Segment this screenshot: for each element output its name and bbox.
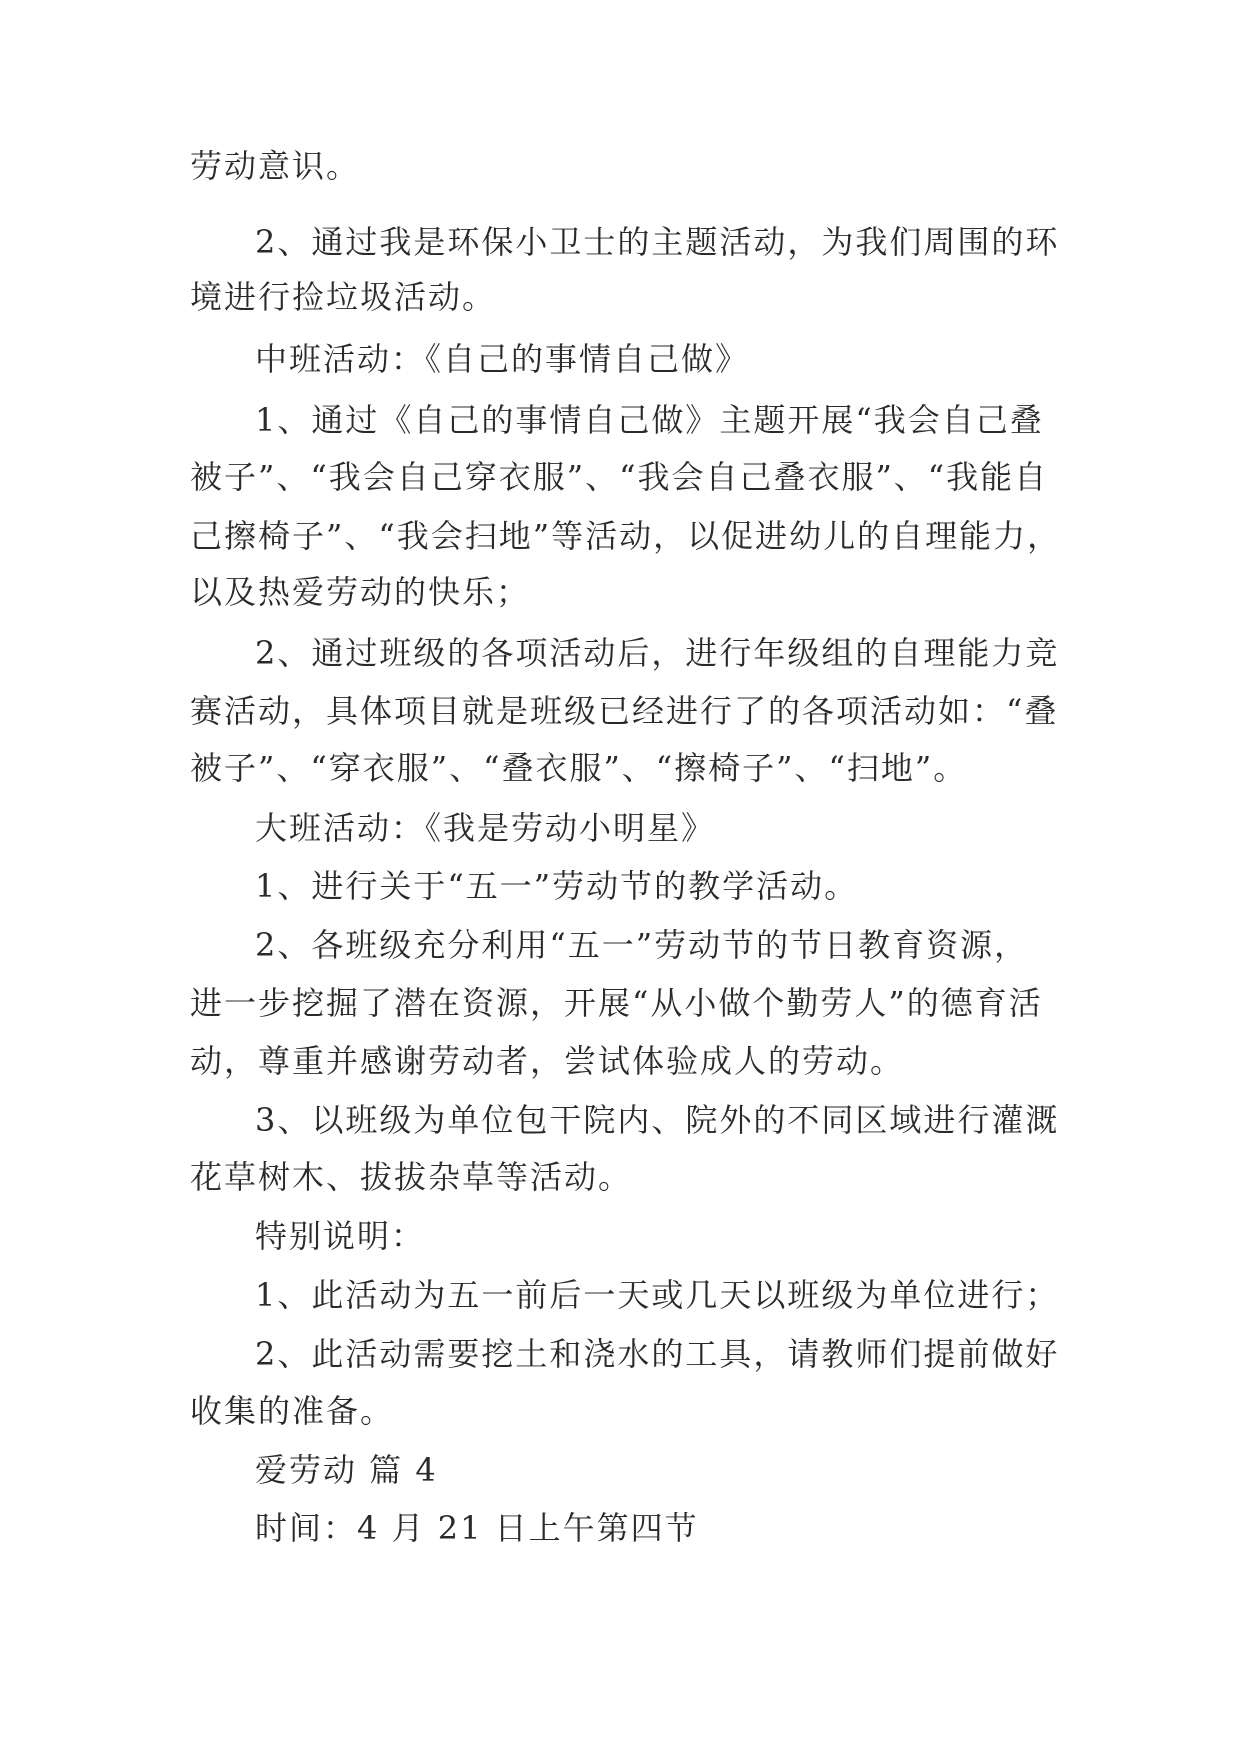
paragraph-line: 收集的准备。 — [190, 1392, 395, 1430]
paragraph-line: 己擦椅子”、“我会扫地”等活动，以促进幼儿的自理能力， — [190, 517, 1062, 555]
paragraph-line: 劳动意识。 — [190, 147, 361, 185]
paragraph-line: 被子”、“我会自己穿衣服”、“我会自己叠衣服”、“我能自 — [190, 458, 1049, 496]
paragraph-line: 1、此活动为五一前后一天或几天以班级为单位进行； — [255, 1276, 1060, 1314]
paragraph-line: 花草树木、拔拔杂草等活动。 — [190, 1158, 633, 1196]
section-heading: 特别说明： — [255, 1217, 426, 1255]
section-heading: 中班活动：《自己的事情自己做》 — [255, 340, 750, 378]
paragraph-line: 以及热爱劳动的快乐； — [190, 573, 531, 611]
paragraph-line: 1、进行关于“五一”劳动节的教学活动。 — [255, 867, 859, 905]
section-heading: 爱劳动 篇 4 — [255, 1451, 438, 1489]
paragraph-line: 境进行捡垃圾活动。 — [190, 278, 497, 316]
paragraph-line: 1、通过《自己的事情自己做》主题开展“我会自己叠 — [255, 401, 1044, 439]
paragraph-line: 被子”、“穿衣服”、“叠衣服”、“擦椅子”、“扫地”。 — [190, 749, 968, 787]
paragraph-line: 时间：4 月 21 日上午第四节 — [255, 1509, 699, 1547]
paragraph-line: 动，尊重并感谢劳动者，尝试体验成人的劳动。 — [190, 1042, 905, 1080]
paragraph-line: 3、以班级为单位包干院内、院外的不同区域进行灌溉 — [255, 1101, 1060, 1139]
paragraph-line: 赛活动，具体项目就是班级已经进行了的各项活动如：“叠 — [190, 692, 1059, 730]
paragraph-line: 2、各班级充分利用“五一”劳动节的节日教育资源， — [255, 926, 1029, 964]
section-heading: 大班活动：《我是劳动小明星》 — [255, 809, 716, 847]
paragraph-line: 2、通过我是环保小卫士的主题活动，为我们周围的环 — [255, 223, 1060, 261]
paragraph-line: 2、此活动需要挖土和浇水的工具，请教师们提前做好 — [255, 1335, 1060, 1373]
paragraph-line: 进一步挖掘了潜在资源，开展“从小做个勤劳人”的德育活 — [190, 984, 1043, 1022]
paragraph-line: 2、通过班级的各项活动后，进行年级组的自理能力竞 — [255, 634, 1060, 672]
